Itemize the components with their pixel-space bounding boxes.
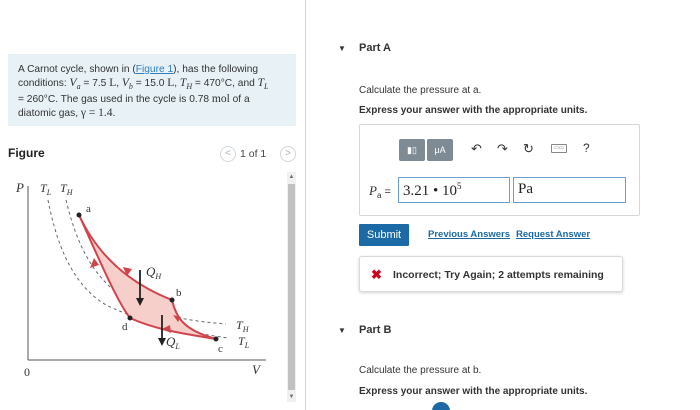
label-c: c (218, 343, 223, 355)
pressure-value-input[interactable]: 3.21 • $10^5$ (398, 177, 510, 203)
undo-icon[interactable]: ↶ (471, 141, 482, 156)
next-figure-button[interactable]: > (280, 146, 296, 162)
label-b: b (176, 287, 182, 299)
submit-button[interactable]: Submit (359, 224, 409, 246)
part-b-title[interactable]: Part B (359, 324, 392, 336)
problem-text: ), has the following (173, 64, 259, 75)
state-point-c (214, 337, 219, 342)
state-point-b (170, 298, 175, 303)
temp-cold-value: = 260°C. The gas used in the cycle is 0.78 (18, 94, 212, 106)
partial-toolbar-icon (432, 402, 450, 410)
problem-text: of a (229, 94, 250, 106)
redo-icon[interactable]: ↷ (497, 141, 508, 156)
p-axis-label: P (16, 180, 24, 195)
carnot-cycle-diagram (6, 172, 286, 408)
unit-mol: mol (211, 93, 230, 106)
isotherm-tl-label: $T_L$ (238, 334, 250, 350)
problem-text: conditions: (18, 77, 70, 89)
temp-cold-subscript: L (264, 81, 269, 91)
right-panel (306, 0, 700, 410)
previous-figure-button[interactable]: < (220, 146, 236, 162)
ql-arrowhead (158, 338, 166, 346)
help-icon[interactable]: ? (583, 141, 590, 155)
incorrect-icon: ✖ (371, 267, 382, 282)
origin-label: 0 (24, 365, 30, 379)
v-axis-label: V (252, 362, 260, 377)
state-point-a (77, 213, 82, 218)
keyboard-icon[interactable]: ▭▭ (551, 144, 567, 153)
part-a-question: Calculate the pressure at a. (359, 85, 482, 96)
volume-b-subscript: b (128, 81, 133, 91)
volume-a-subscript: a (76, 81, 81, 91)
temp-hot-subscript: H (186, 81, 193, 91)
pressure-unit-input[interactable]: Pa (513, 177, 626, 203)
unit-liter: L (109, 76, 117, 89)
qh-label: $Q_H$ (146, 264, 162, 281)
temp-hot-symbol: T (179, 76, 187, 89)
left-panel (0, 0, 305, 410)
figure-title: Figure (8, 146, 45, 160)
problem-text: diatomic gas, (18, 107, 81, 119)
arrow-da (90, 258, 99, 268)
figure-link[interactable]: Figure 1 (135, 64, 174, 75)
problem-statement: A Carnot cycle, shown in (Figure 1), has the following conditions: $V_a = 7.5$ L, $V_b = 15.0$ L, $T_H = 470^\circ C$, and $T_L$ = 260°C. The gas used in the cycle is 0.78 mol of a diatomic gas, γ = 1.4. (8, 54, 296, 126)
volume-b-symbol: V (121, 76, 129, 89)
volume-b-value: = 15.0 (132, 77, 168, 89)
part-b-instruction: Express your answer with the appropriate units. (359, 386, 588, 397)
reset-icon[interactable]: ↻ (523, 141, 534, 156)
part-a-instruction: Express your answer with the appropriate units. (359, 105, 588, 116)
label-d: d (122, 321, 128, 333)
math-toolbar (399, 139, 619, 161)
templates-button[interactable]: ▮▯ (399, 139, 425, 161)
part-a-title[interactable]: Part A (359, 42, 391, 54)
answer-editor (359, 124, 640, 216)
isotherm-th-label: $T_H$ (236, 318, 249, 334)
temp-cold-symbol: T (257, 76, 265, 89)
th-top-label: $T_H$ (60, 181, 73, 197)
previous-answers-link[interactable]: Previous Answers (428, 229, 511, 240)
volume-a-symbol: V (69, 76, 77, 89)
feedback-text: Incorrect; Try Again; 2 attempts remaining (393, 269, 604, 281)
tl-top-label: $T_L$ (40, 181, 52, 197)
part-b-collapse-icon[interactable]: ▼ (338, 326, 346, 335)
state-point-d (128, 316, 133, 321)
feedback-message (359, 256, 623, 292)
scroll-up-icon[interactable]: ▲ (288, 174, 295, 180)
scroll-down-icon[interactable]: ▼ (288, 394, 295, 400)
gamma-value: γ = 1.4 (80, 106, 113, 119)
problem-text: A Carnot cycle, shown in ( (18, 64, 136, 75)
part-b-question: Calculate the pressure at b. (359, 365, 482, 376)
units-button[interactable]: μA (427, 139, 453, 161)
temp-hot-value: = 470°C, and (192, 77, 258, 89)
figure-scrollbar-thumb[interactable] (288, 184, 295, 390)
pressure-variable-label: $P_a$ = (369, 183, 391, 201)
ql-label: $Q_L$ (166, 334, 180, 351)
label-a: a (86, 203, 91, 215)
part-a-collapse-icon[interactable]: ▼ (338, 44, 346, 53)
unit-liter: L (167, 76, 175, 89)
problem-text: . (112, 107, 116, 119)
volume-a-value: = 7.5 (80, 77, 110, 89)
figure-pager: 1 of 1 (240, 148, 267, 160)
request-answer-link[interactable]: Request Answer (516, 229, 591, 240)
figure-header (8, 146, 298, 166)
